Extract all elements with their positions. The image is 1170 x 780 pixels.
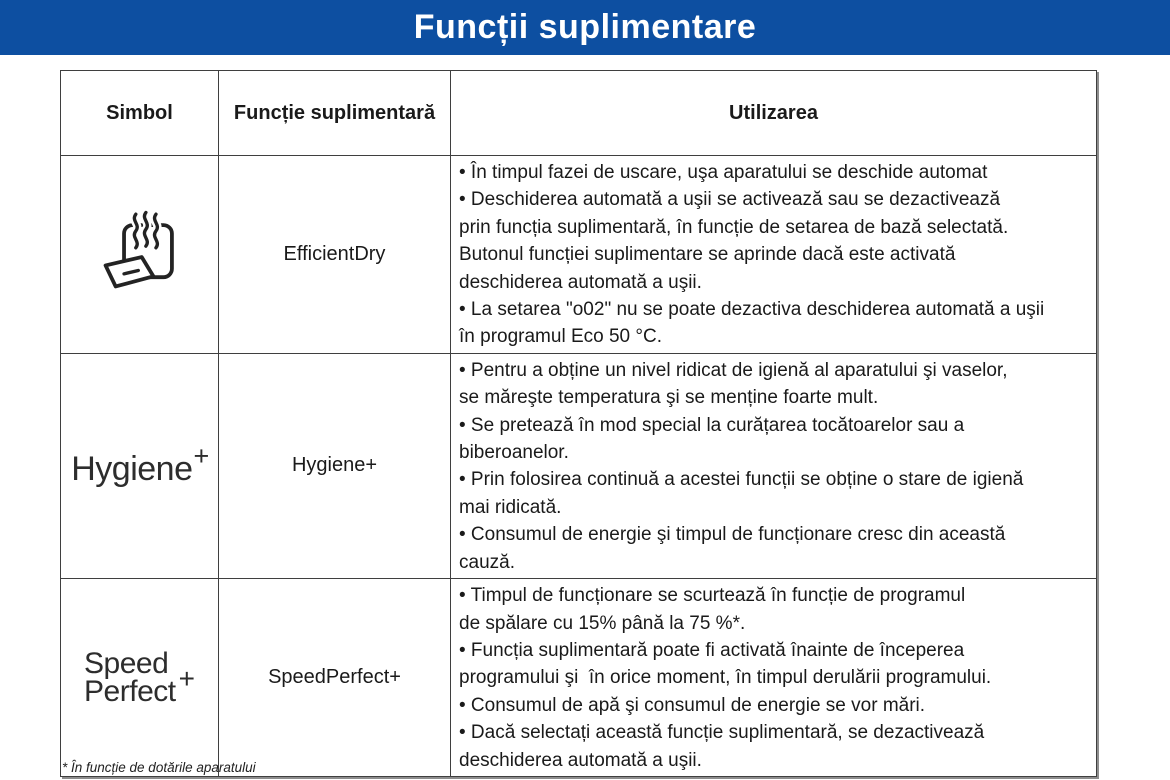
title-bar — [0, 0, 1170, 55]
symbol-cell — [61, 353, 219, 578]
header-function: Funcție suplimentară — [219, 71, 451, 156]
symbol-wordmark: Hygiene+ — [71, 441, 209, 488]
header-symbol: Simbol — [61, 71, 219, 156]
usage-line: cauză. — [459, 551, 515, 573]
header-usage: Utilizarea — [451, 71, 1097, 156]
table-row — [61, 579, 1097, 777]
table-row — [61, 353, 1097, 578]
header-row — [61, 71, 1097, 156]
functions-table-wrapper — [60, 70, 1170, 777]
table-body — [61, 156, 1097, 777]
table-row — [61, 156, 1097, 354]
function-name-cell: EfficientDry — [219, 156, 451, 354]
dishwasher-open-door-steam-icon — [98, 208, 182, 296]
usage-line: • Consumul de energie şi timpul de funcționare cresc din această — [459, 524, 1006, 546]
usage-line: • Consumul de apă şi consumul de energie se vor mări. — [459, 694, 926, 716]
wordmark-line: Speed — [84, 646, 169, 680]
symbol-cell — [61, 156, 219, 354]
usage-line: • În timpul fazei de uscare, uşa aparatului se deschide automat — [459, 162, 988, 183]
usage-line: deschiderea automată a uşii. — [459, 271, 702, 293]
usage-line: de spălare cu 15% până la 75 %*. — [459, 612, 746, 634]
usage-line: programului şi în orice moment, în timpul derulării programului. — [459, 667, 992, 689]
symbol-cell — [61, 579, 219, 777]
plus-superscript: + — [193, 441, 209, 472]
wordmark-line: Perfect — [84, 674, 176, 708]
functions-table — [60, 70, 1097, 777]
usage-line: • Pentru a obține un nivel ridicat de igienă al aparatului şi vaselor, — [459, 359, 1008, 381]
usage-line: • Funcția suplimentară poate fi activată înainte de începerea — [459, 639, 965, 661]
usage-line: Butonul funcției suplimentare se aprinde dacă este activată — [459, 244, 956, 266]
usage-line: biberoanelor. — [459, 442, 569, 464]
usage-cell — [451, 156, 1097, 354]
table-header — [61, 71, 1097, 156]
symbol-wordmark — [84, 646, 195, 708]
function-name-cell: Hygiene+ — [219, 353, 451, 578]
usage-line: prin funcția suplimentară, în funcție de setarea de bază selectată. — [459, 216, 1009, 238]
usage-line: se măreşte temperatura şi se menține foarte mult. — [459, 387, 879, 409]
usage-line: • Prin folosirea continuă a acestei funcții se obține o stare de igienă — [459, 469, 1024, 491]
page-title: Funcții suplimentare — [413, 8, 757, 46]
usage-line: în programul Eco 50 °C. — [459, 326, 662, 348]
usage-line: • La setarea "o02" nu se poate dezactiva deschiderea automată a uşii — [459, 299, 1045, 321]
usage-cell — [451, 353, 1097, 578]
usage-line: deschiderea automată a uşii. — [459, 749, 702, 771]
footnote: * În funcție de dotările aparatului — [62, 760, 256, 775]
plus-sign: + — [178, 662, 195, 694]
usage-cell — [451, 579, 1097, 777]
usage-line: • Se pretează în mod special la curățarea tocătoarelor sau a — [459, 414, 965, 436]
usage-line: • Dacă selectați această funcție suplimentară, se dezactivează — [459, 722, 985, 744]
usage-line: • Timpul de funcționare se scurtează în funcție de programul — [459, 585, 966, 607]
function-name-cell: SpeedPerfect+ — [219, 579, 451, 777]
usage-line: • Deschiderea automată a uşii se activează sau se dezactivează — [459, 189, 1001, 211]
usage-line: mai ridicată. — [459, 496, 562, 518]
